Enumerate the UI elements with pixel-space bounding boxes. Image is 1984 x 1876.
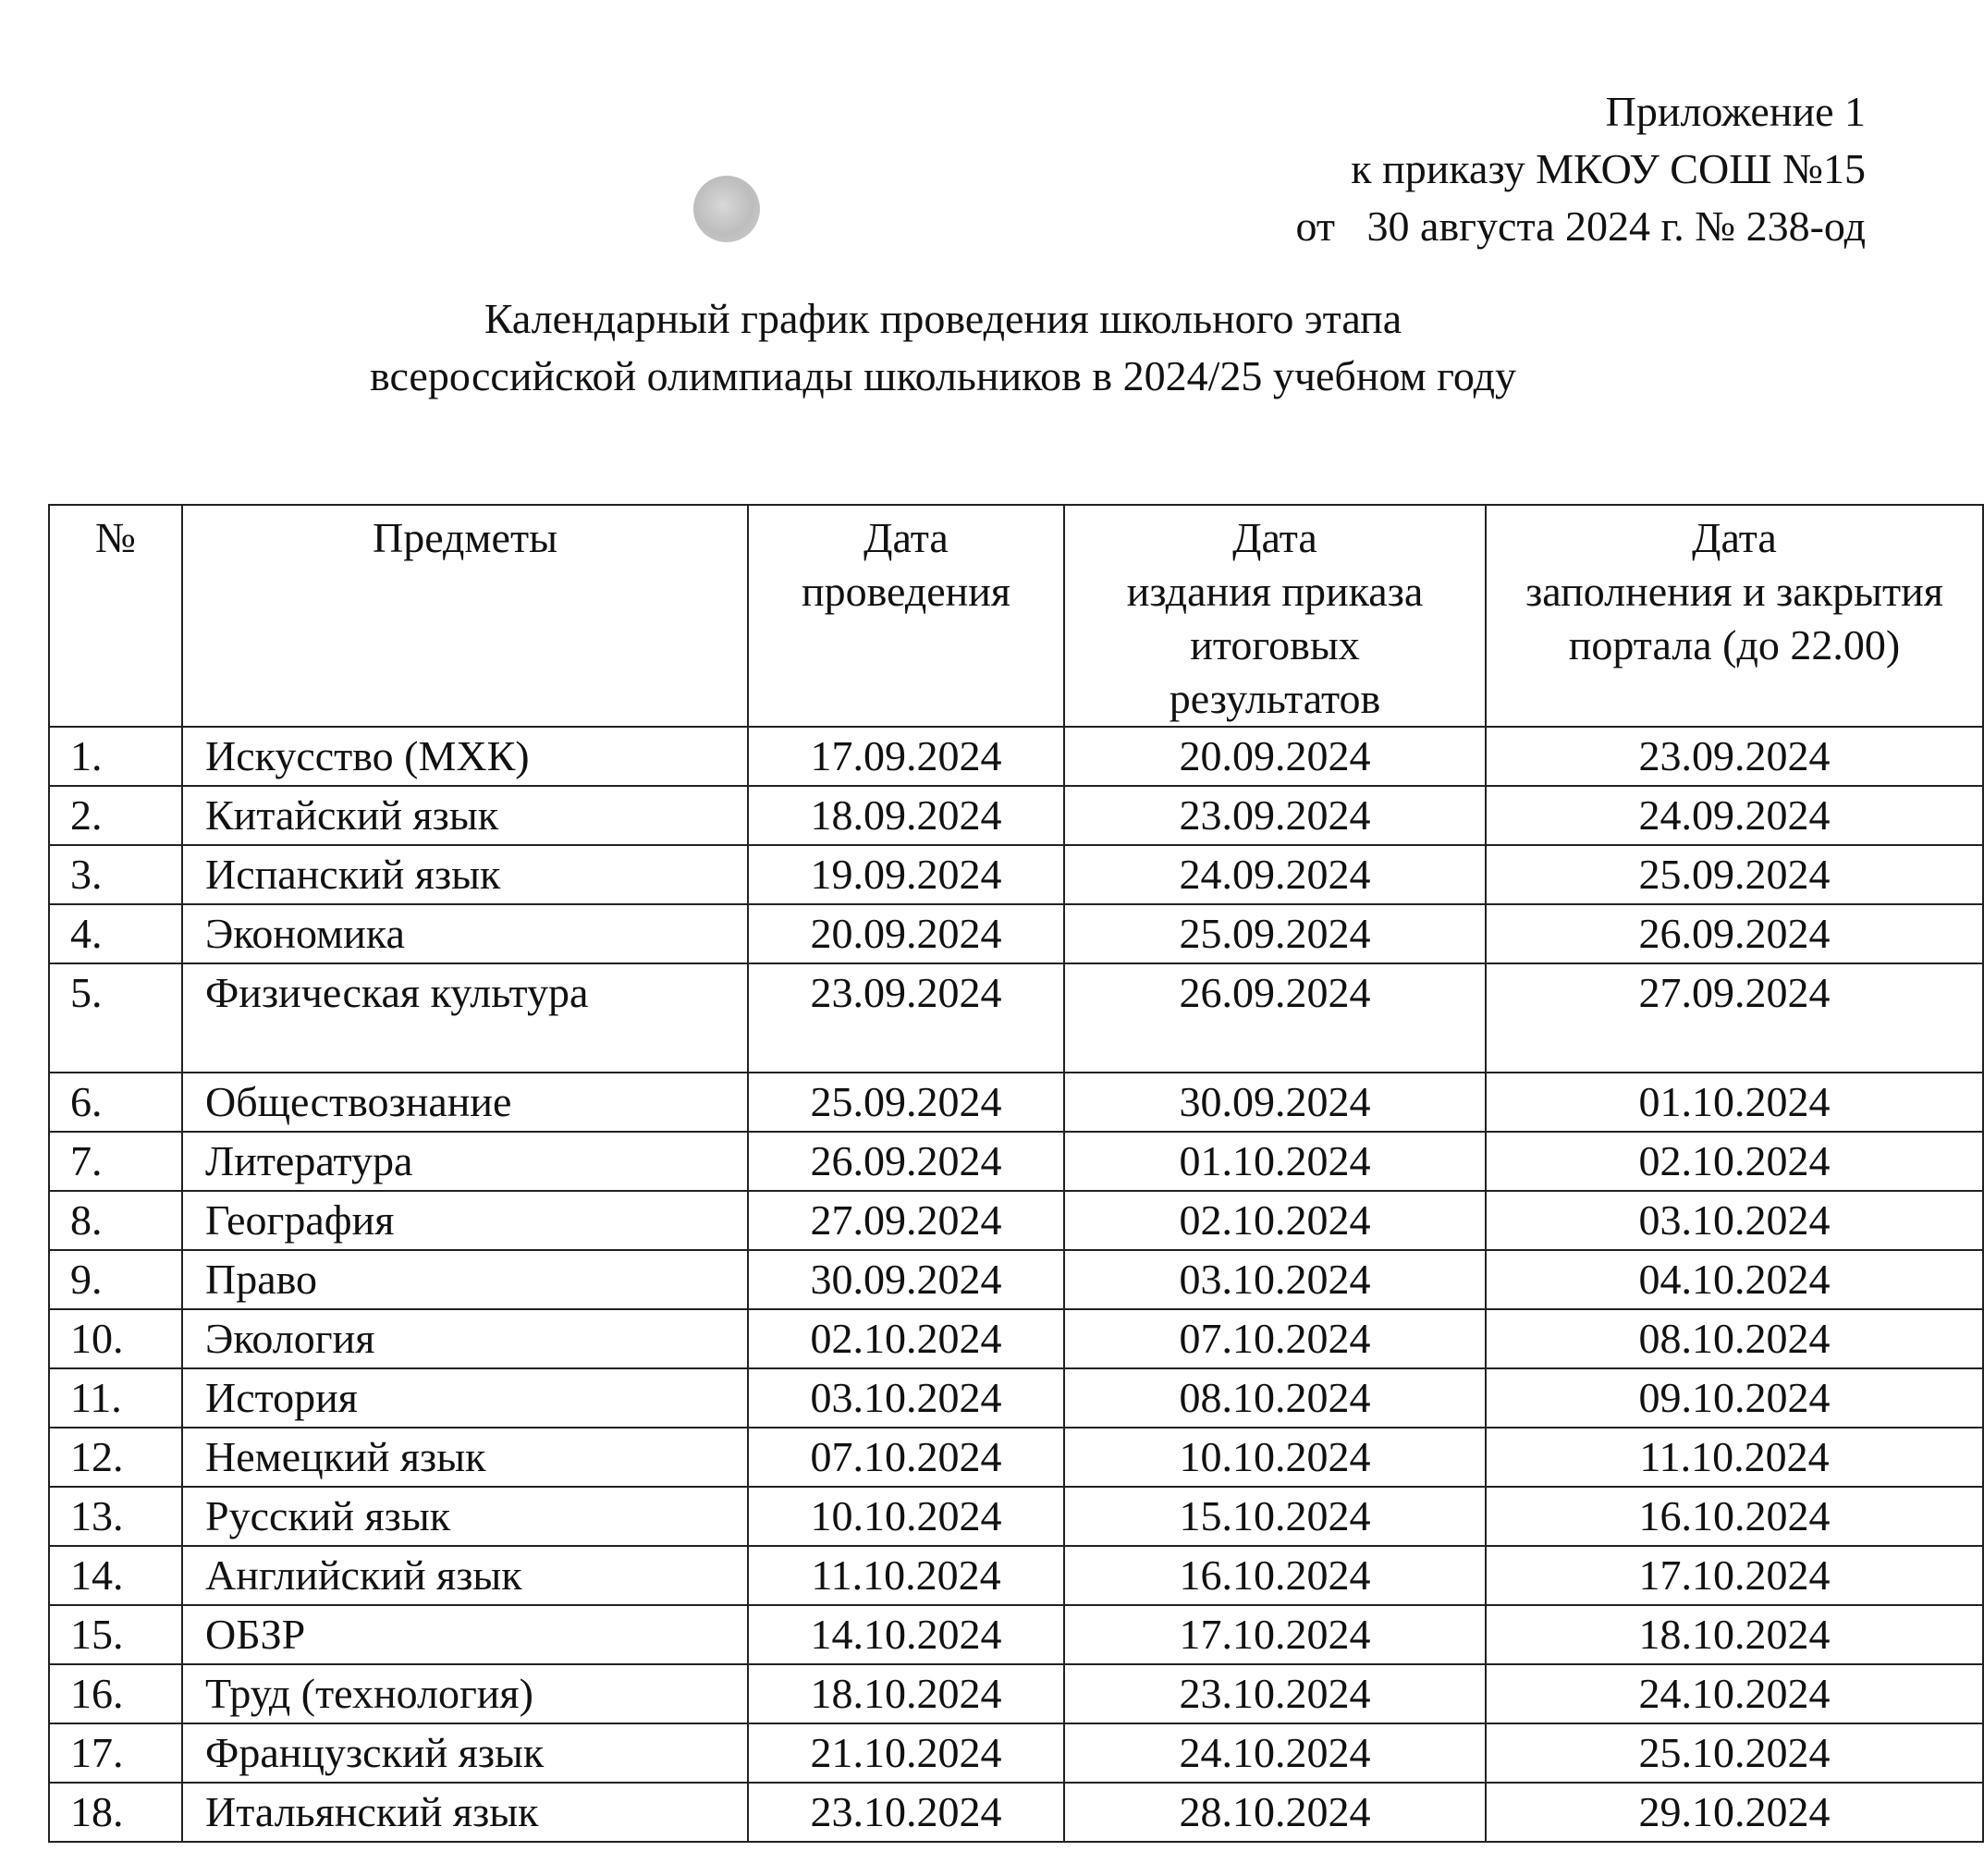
cell-date-order: 17.10.2024 (1064, 1605, 1486, 1664)
table-row (49, 904, 1983, 963)
header-date-held-line: Дата (863, 514, 949, 561)
header-date-portal (1486, 505, 1983, 727)
cell-subject: Испанский язык (182, 845, 748, 904)
cell-subject: Физическая культура (182, 963, 748, 1073)
schedule-table (48, 504, 1984, 1843)
cell-date-portal: 03.10.2024 (1486, 1191, 1983, 1250)
cell-date-order: 24.10.2024 (1064, 1723, 1486, 1783)
cell-date-order: 24.09.2024 (1064, 845, 1486, 904)
header-date-portal-line: Дата (1692, 514, 1777, 561)
appendix-line-2: к приказу МКОУ СОШ №15 (1351, 145, 1866, 192)
cell-num: 15. (49, 1605, 182, 1664)
cell-date-order: 25.09.2024 (1064, 904, 1486, 963)
cell-subject: Право (182, 1250, 748, 1309)
header-date-order (1064, 505, 1486, 727)
cell-num: 4. (49, 904, 182, 963)
cell-date-portal: 08.10.2024 (1486, 1309, 1983, 1368)
header-subject: Предметы (182, 505, 748, 727)
cell-date-held: 10.10.2024 (748, 1487, 1064, 1546)
cell-date-portal: 25.09.2024 (1486, 845, 1983, 904)
cell-date-held: 30.09.2024 (748, 1250, 1064, 1309)
document-title-line-2: всероссийской олимпиады школьников в 2024/25 учебном году (370, 352, 1516, 399)
cell-date-held: 25.09.2024 (748, 1073, 1064, 1132)
cell-subject: ОБЗР (182, 1605, 748, 1664)
cell-date-held: 17.09.2024 (748, 727, 1064, 786)
cell-date-held: 21.10.2024 (748, 1723, 1064, 1783)
cell-date-order: 15.10.2024 (1064, 1487, 1486, 1546)
cell-date-order: 16.10.2024 (1064, 1546, 1486, 1605)
cell-date-held: 26.09.2024 (748, 1132, 1064, 1191)
table-row (49, 1605, 1983, 1664)
cell-date-portal: 01.10.2024 (1486, 1073, 1983, 1132)
cell-date-order: 23.10.2024 (1064, 1664, 1486, 1723)
cell-num: 14. (49, 1546, 182, 1605)
cell-subject: Китайский язык (182, 786, 748, 845)
appendix-line-1: Приложение 1 (1605, 88, 1866, 135)
cell-num: 12. (49, 1428, 182, 1487)
table-row (49, 727, 1983, 786)
cell-date-portal: 25.10.2024 (1486, 1723, 1983, 1783)
cell-subject: Немецкий язык (182, 1428, 748, 1487)
cell-date-held: 19.09.2024 (748, 845, 1064, 904)
cell-subject: Литература (182, 1132, 748, 1191)
stamp-mark (693, 176, 760, 242)
cell-subject: Искусство (МХК) (182, 727, 748, 786)
table-row (49, 1487, 1983, 1546)
document-title-line-1: Календарный график проведения школьного этапа (484, 295, 1402, 342)
cell-subject: История (182, 1368, 748, 1428)
table-row (49, 1428, 1983, 1487)
header-date-portal-line: портала (до 22.00) (1568, 621, 1901, 668)
table-row (49, 1546, 1983, 1605)
cell-subject: Итальянский язык (182, 1783, 748, 1842)
cell-subject: Английский язык (182, 1546, 748, 1605)
cell-date-order: 28.10.2024 (1064, 1783, 1486, 1842)
cell-subject: Экология (182, 1309, 748, 1368)
cell-num: 11. (49, 1368, 182, 1428)
cell-num: 9. (49, 1250, 182, 1309)
cell-num: 6. (49, 1073, 182, 1132)
cell-date-portal: 27.09.2024 (1486, 963, 1983, 1073)
cell-date-held: 03.10.2024 (748, 1368, 1064, 1428)
cell-date-held: 23.10.2024 (748, 1783, 1064, 1842)
cell-num: 13. (49, 1487, 182, 1546)
cell-num: 7. (49, 1132, 182, 1191)
cell-subject: Французский язык (182, 1723, 748, 1783)
cell-subject: География (182, 1191, 748, 1250)
header-date-held (748, 505, 1064, 727)
cell-num: 8. (49, 1191, 182, 1250)
cell-num: 1. (49, 727, 182, 786)
cell-date-order: 08.10.2024 (1064, 1368, 1486, 1428)
cell-date-order: 23.09.2024 (1064, 786, 1486, 845)
cell-num: 5. (49, 963, 182, 1073)
cell-num: 17. (49, 1723, 182, 1783)
cell-subject: Русский язык (182, 1487, 748, 1546)
table-row (49, 1132, 1983, 1191)
cell-date-portal: 17.10.2024 (1486, 1546, 1983, 1605)
cell-date-portal: 02.10.2024 (1486, 1132, 1983, 1191)
cell-date-held: 27.09.2024 (748, 1191, 1064, 1250)
cell-num: 16. (49, 1664, 182, 1723)
cell-date-held: 07.10.2024 (748, 1428, 1064, 1487)
table-row (49, 1309, 1983, 1368)
appendix-line-3: от 30 августа 2024 г. № 238-од (1295, 202, 1866, 250)
table-header-row (49, 505, 1983, 727)
header-date-portal-line: заполнения и закрытия (1525, 568, 1943, 615)
cell-date-held: 14.10.2024 (748, 1605, 1064, 1664)
document-title (0, 290, 1886, 405)
cell-date-held: 18.09.2024 (748, 786, 1064, 845)
cell-num: 3. (49, 845, 182, 904)
cell-date-held: 11.10.2024 (748, 1546, 1064, 1605)
table-row (49, 1664, 1983, 1723)
cell-num: 2. (49, 786, 182, 845)
cell-date-portal: 24.09.2024 (1486, 786, 1983, 845)
table-row (49, 786, 1983, 845)
cell-date-order: 10.10.2024 (1064, 1428, 1486, 1487)
cell-date-order: 26.09.2024 (1064, 963, 1486, 1073)
cell-date-portal: 24.10.2024 (1486, 1664, 1983, 1723)
cell-date-held: 20.09.2024 (748, 904, 1064, 963)
table-row (49, 1783, 1983, 1842)
header-date-order-line: Дата (1232, 514, 1317, 561)
cell-date-portal: 11.10.2024 (1486, 1428, 1983, 1487)
cell-date-portal: 18.10.2024 (1486, 1605, 1983, 1664)
cell-subject: Труд (технология) (182, 1664, 748, 1723)
cell-date-order: 02.10.2024 (1064, 1191, 1486, 1250)
cell-date-portal: 26.09.2024 (1486, 904, 1983, 963)
header-date-order-line: издания приказа (1126, 568, 1424, 615)
cell-date-portal: 16.10.2024 (1486, 1487, 1983, 1546)
cell-num: 10. (49, 1309, 182, 1368)
table-row (49, 1368, 1983, 1428)
cell-date-portal: 09.10.2024 (1486, 1368, 1983, 1428)
cell-subject: Обществознание (182, 1073, 748, 1132)
cell-subject: Экономика (182, 904, 748, 963)
table-row (49, 1723, 1983, 1783)
header-date-order-line: итоговых (1190, 621, 1360, 668)
header-date-order-line: результатов (1169, 675, 1381, 722)
cell-date-order: 30.09.2024 (1064, 1073, 1486, 1132)
table-row (49, 1073, 1983, 1132)
cell-date-order: 01.10.2024 (1064, 1132, 1486, 1191)
header-num: № (49, 505, 182, 727)
header-date-held-line: проведения (801, 568, 1011, 615)
cell-date-held: 18.10.2024 (748, 1664, 1064, 1723)
cell-date-portal: 29.10.2024 (1486, 1783, 1983, 1842)
table-row (49, 1250, 1983, 1309)
cell-date-order: 20.09.2024 (1064, 727, 1486, 786)
cell-date-held: 02.10.2024 (748, 1309, 1064, 1368)
cell-date-portal: 23.09.2024 (1486, 727, 1983, 786)
cell-num: 18. (49, 1783, 182, 1842)
cell-date-order: 03.10.2024 (1064, 1250, 1486, 1309)
table-row (49, 1191, 1983, 1250)
cell-date-portal: 04.10.2024 (1486, 1250, 1983, 1309)
appendix-header (1296, 83, 1866, 255)
cell-date-order: 07.10.2024 (1064, 1309, 1486, 1368)
cell-date-held: 23.09.2024 (748, 963, 1064, 1073)
table-row (49, 963, 1983, 1073)
table-row (49, 845, 1983, 904)
